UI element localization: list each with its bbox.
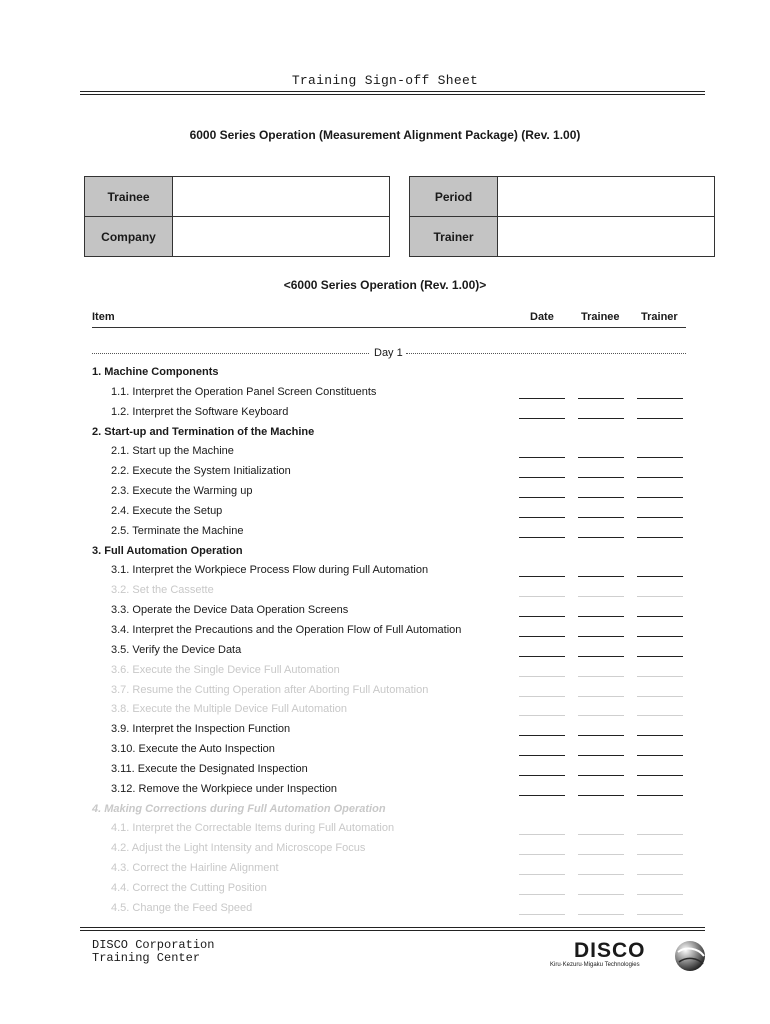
date-signoff-blank[interactable] [519, 854, 565, 855]
trainee-signoff-blank[interactable] [578, 497, 624, 498]
date-signoff-blank[interactable] [519, 735, 565, 736]
item-label: 4.3. Correct the Hairline Alignment [111, 862, 279, 875]
date-signoff-blank[interactable] [519, 914, 565, 915]
checklist-item [0, 740, 770, 760]
trainer-signoff-blank[interactable] [637, 418, 683, 419]
column-header-rule [92, 327, 686, 328]
footer-department: Training Center [92, 951, 201, 965]
date-signoff-blank[interactable] [519, 755, 565, 756]
trainer-signoff-blank[interactable] [637, 854, 683, 855]
trainer-signoff-blank[interactable] [637, 616, 683, 617]
day-divider-dots-left [92, 346, 369, 354]
trainee-signoff-blank[interactable] [578, 596, 624, 597]
trainee-signoff-blank[interactable] [578, 457, 624, 458]
trainer-signoff-blank[interactable] [637, 755, 683, 756]
checklist-section-title: <6000 Series Operation (Rev. 1.00)> [283, 278, 487, 292]
trainer-signoff-blank[interactable] [637, 735, 683, 736]
trainer-signoff-blank[interactable] [637, 696, 683, 697]
checklist-item [0, 581, 770, 601]
day-divider [92, 346, 686, 360]
checklist-item [0, 561, 770, 581]
date-signoff-blank[interactable] [519, 418, 565, 419]
date-signoff-blank[interactable] [519, 775, 565, 776]
trainer-signoff-blank[interactable] [637, 834, 683, 835]
company-field[interactable] [173, 217, 390, 257]
item-label: 3.7. Resume the Cutting Operation after Aborting Full Automation [111, 683, 429, 696]
item-label: 3.9. Interpret the Inspection Function [111, 723, 291, 736]
period-trainer-table [409, 176, 715, 257]
item-label: 3.11. Execute the Designated Inspection [111, 762, 308, 775]
category-label: 1. Machine Components [92, 366, 219, 378]
checklist-item [0, 621, 770, 641]
column-header-date: Date [530, 311, 554, 323]
item-label: 2.3. Execute the Warming up [111, 485, 253, 498]
trainer-signoff-blank[interactable] [637, 457, 683, 458]
checklist-item [0, 502, 770, 522]
item-label: 3.2. Set the Cassette [111, 584, 214, 597]
date-signoff-blank[interactable] [519, 477, 565, 478]
trainee-signoff-blank[interactable] [578, 715, 624, 716]
trainee-signoff-blank[interactable] [578, 696, 624, 697]
checklist-item [0, 839, 770, 859]
trainer-signoff-blank[interactable] [637, 795, 683, 796]
logo-tagline: Kiru·Kezuru·Migaku Technologies [550, 962, 640, 968]
item-label: 3.8. Execute the Multiple Device Full Automation [111, 703, 348, 716]
checklist-category [0, 542, 770, 562]
date-signoff-blank[interactable] [519, 696, 565, 697]
document-title: 6000 Series Operation (Measurement Alignment Package) (Rev. 1.00) [189, 128, 581, 142]
trainer-signoff-blank[interactable] [637, 576, 683, 577]
trainee-signoff-blank[interactable] [578, 576, 624, 577]
trainer-signoff-blank[interactable] [637, 398, 683, 399]
trainee-signoff-blank[interactable] [578, 676, 624, 677]
item-label: 2.2. Execute the System Initialization [111, 465, 291, 478]
period-field[interactable] [498, 177, 715, 217]
trainee-signoff-blank[interactable] [578, 854, 624, 855]
item-label: 3.3. Operate the Device Data Operation Screens [111, 604, 349, 617]
checklist-category [0, 423, 770, 443]
trainee-signoff-blank[interactable] [578, 537, 624, 538]
trainer-signoff-blank[interactable] [637, 537, 683, 538]
trainer-signoff-blank[interactable] [637, 517, 683, 518]
date-signoff-blank[interactable] [519, 596, 565, 597]
checklist-item [0, 442, 770, 462]
item-label: 3.1. Interpret the Workpiece Process Flow during Full Automation [111, 564, 429, 577]
trainee-signoff-blank[interactable] [578, 914, 624, 915]
checklist-item [0, 760, 770, 780]
period-label: Period [410, 177, 498, 217]
checklist-item [0, 641, 770, 661]
trainee-signoff-blank[interactable] [578, 418, 624, 419]
category-label: 2. Start-up and Termination of the Machine [92, 425, 315, 438]
checklist-item [0, 899, 770, 919]
date-signoff-blank[interactable] [519, 537, 565, 538]
company-label: Company [85, 217, 173, 257]
item-label: 2.1. Start up the Machine [111, 445, 234, 458]
item-label: 2.4. Execute the Setup [111, 504, 223, 517]
column-header-item: Item [92, 311, 115, 323]
logo-sphere-icon [674, 938, 706, 974]
trainer-signoff-blank[interactable] [637, 874, 683, 875]
checklist-category [0, 800, 770, 820]
trainer-signoff-blank[interactable] [637, 676, 683, 677]
item-label: 4.1. Interpret the Correctable Items during Full Automation [111, 822, 395, 835]
date-signoff-blank[interactable] [519, 795, 565, 796]
trainee-signoff-blank[interactable] [578, 656, 624, 657]
category-label: 4. Making Corrections during Full Automation Operation [92, 802, 386, 815]
item-label: 3.6. Execute the Single Device Full Automation [111, 663, 340, 676]
trainee-signoff-blank[interactable] [578, 894, 624, 895]
trainee-signoff-blank[interactable] [578, 755, 624, 756]
day-divider-dots-right [406, 346, 686, 354]
item-label: 4.4. Correct the Cutting Position [111, 881, 267, 894]
trainee-signoff-blank[interactable] [578, 874, 624, 875]
checklist-rows [0, 363, 770, 919]
trainee-label: Trainee [85, 177, 173, 217]
item-label: 3.10. Execute the Auto Inspection [111, 743, 275, 756]
trainer-signoff-blank[interactable] [637, 477, 683, 478]
date-signoff-blank[interactable] [519, 834, 565, 835]
item-label: 3.4. Interpret the Precautions and the Operation Flow of Full Automation [111, 623, 462, 636]
item-label: 4.5. Change the Feed Speed [111, 901, 253, 914]
checklist-item [0, 819, 770, 839]
date-signoff-blank[interactable] [519, 616, 565, 617]
checklist-item [0, 522, 770, 542]
trainer-signoff-blank[interactable] [637, 497, 683, 498]
day-label: Day 1 [374, 347, 403, 359]
date-signoff-blank[interactable] [519, 398, 565, 399]
checklist-item [0, 482, 770, 502]
trainee-company-table [84, 176, 390, 257]
date-signoff-blank[interactable] [519, 576, 565, 577]
checklist-item [0, 661, 770, 681]
disco-logo [548, 936, 708, 976]
trainer-field[interactable] [498, 217, 715, 257]
checklist-item [0, 859, 770, 879]
trainee-signoff-blank[interactable] [578, 795, 624, 796]
checklist-category [0, 363, 770, 383]
trainee-signoff-blank[interactable] [578, 735, 624, 736]
item-label: 1.1. Interpret the Operation Panel Screen Constituents [111, 385, 377, 398]
date-signoff-blank[interactable] [519, 517, 565, 518]
page-header-title: Training Sign-off Sheet [291, 73, 479, 88]
footer-rule [80, 927, 705, 928]
date-signoff-blank[interactable] [519, 715, 565, 716]
trainee-signoff-blank[interactable] [578, 398, 624, 399]
item-label: 4.2. Adjust the Light Intensity and Microscope Focus [111, 842, 366, 855]
column-header-trainee: Trainee [581, 311, 620, 323]
column-header-trainer: Trainer [641, 311, 678, 323]
header-rule [80, 91, 705, 92]
date-signoff-blank[interactable] [519, 497, 565, 498]
item-label: 3.5. Verify the Device Data [111, 643, 242, 656]
trainer-signoff-blank[interactable] [637, 775, 683, 776]
trainee-signoff-blank[interactable] [578, 834, 624, 835]
date-signoff-blank[interactable] [519, 676, 565, 677]
trainer-signoff-blank[interactable] [637, 914, 683, 915]
checklist-item [0, 700, 770, 720]
trainer-label: Trainer [410, 217, 498, 257]
trainee-signoff-blank[interactable] [578, 636, 624, 637]
footer-company-name: DISCO Corporation [92, 938, 215, 952]
date-signoff-blank[interactable] [519, 656, 565, 657]
trainer-signoff-blank[interactable] [637, 715, 683, 716]
checklist-item [0, 462, 770, 482]
trainer-signoff-blank[interactable] [637, 894, 683, 895]
trainee-field[interactable] [173, 177, 390, 217]
checklist-item [0, 403, 770, 423]
logo-wordmark: DISCO [574, 939, 646, 962]
trainer-signoff-blank[interactable] [637, 636, 683, 637]
checklist-item [0, 681, 770, 701]
trainee-signoff-blank[interactable] [578, 517, 624, 518]
checklist-item [0, 720, 770, 740]
item-label: 2.5. Terminate the Machine [111, 524, 244, 537]
date-signoff-blank[interactable] [519, 874, 565, 875]
item-label: 3.12. Remove the Workpiece under Inspection [111, 782, 338, 795]
checklist-item [0, 383, 770, 403]
trainer-signoff-blank[interactable] [637, 656, 683, 657]
footer-company [92, 939, 214, 965]
checklist-item [0, 780, 770, 800]
date-signoff-blank[interactable] [519, 457, 565, 458]
item-label: 1.2. Interpret the Software Keyboard [111, 405, 289, 418]
date-signoff-blank[interactable] [519, 894, 565, 895]
trainee-signoff-blank[interactable] [578, 775, 624, 776]
checklist-item [0, 601, 770, 621]
checklist-item [0, 879, 770, 899]
date-signoff-blank[interactable] [519, 636, 565, 637]
trainer-signoff-blank[interactable] [637, 596, 683, 597]
trainee-signoff-blank[interactable] [578, 616, 624, 617]
trainee-signoff-blank[interactable] [578, 477, 624, 478]
category-label: 3. Full Automation Operation [92, 544, 243, 557]
